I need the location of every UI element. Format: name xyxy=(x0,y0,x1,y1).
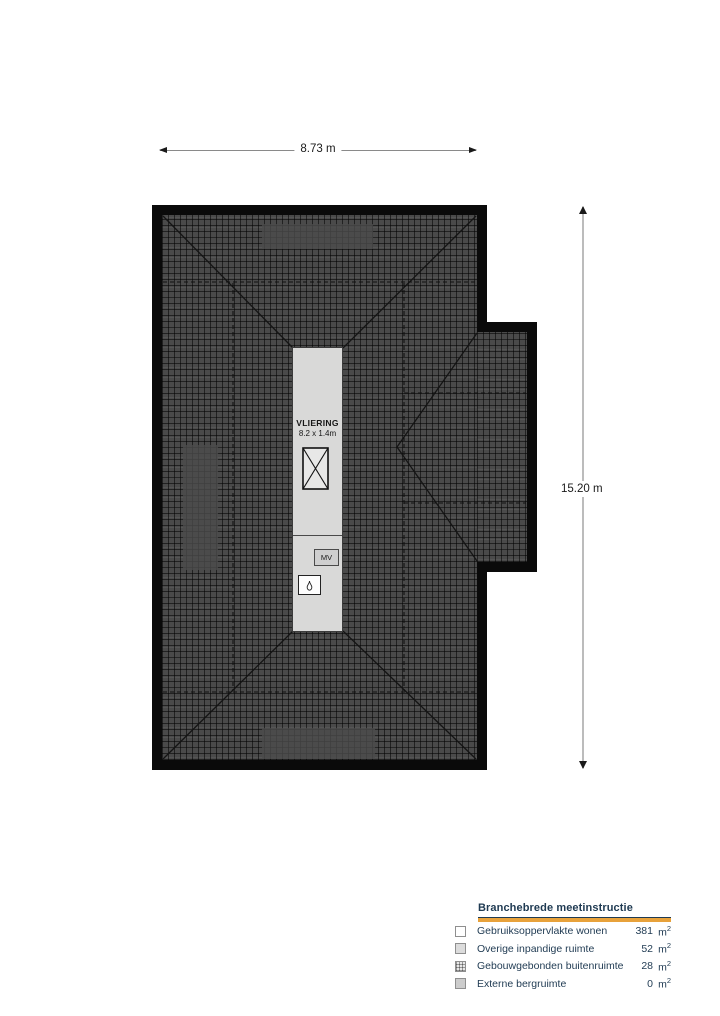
room-label xyxy=(293,418,342,438)
flame-icon xyxy=(305,580,314,591)
height-dimension-label: 15.20 m xyxy=(558,481,606,497)
legend-row-externe-bergruimte xyxy=(455,975,671,992)
roof-patch-top xyxy=(262,224,373,249)
legend-value: 0 xyxy=(647,977,653,990)
room-name: VLIERING xyxy=(296,418,339,428)
legend-unit: $m^2$ xyxy=(658,923,671,939)
legend-value: 52 xyxy=(641,942,653,955)
roof-patch-left xyxy=(183,445,218,570)
boiler-box xyxy=(298,575,321,595)
legend-unit: $m^2$ xyxy=(658,958,671,974)
width-dimension-line xyxy=(160,143,476,155)
legend-value: 381 xyxy=(635,925,653,937)
legend-unit: $m^2$ xyxy=(658,941,671,956)
mechanical-ventilation-box: MV xyxy=(314,549,339,566)
legend-swatch-white xyxy=(455,926,466,937)
room-size: 8.2 x 1.4m xyxy=(298,429,337,438)
legend-accent-bar xyxy=(478,917,671,922)
dimension-arrow-right-icon xyxy=(469,147,477,153)
legend-row-gebruiksoppervlakte xyxy=(455,923,671,940)
legend-label: Gebruiksoppervlakte wonen xyxy=(477,925,608,937)
legend-swatch-grid xyxy=(455,961,466,972)
legend-row-gebouwgebonden xyxy=(455,958,671,975)
height-dimension-line xyxy=(561,207,603,768)
legend-label: Overige inpandige ruimte xyxy=(477,942,595,955)
attic-corridor xyxy=(292,347,343,632)
legend-unit: $m^2$ xyxy=(658,976,671,991)
measurement-legend xyxy=(455,902,671,992)
legend-label: Externe bergruimte xyxy=(477,977,567,990)
width-dimension-label: 8.73 m xyxy=(294,143,341,155)
stair-opening-icon xyxy=(302,447,329,490)
roof-hatch-extension xyxy=(477,332,527,562)
legend-swatch-gray xyxy=(455,978,466,989)
legend-row-overige-inpandige xyxy=(455,940,671,957)
dimension-arrow-down-icon xyxy=(579,761,587,769)
dimension-arrow-left-icon xyxy=(159,147,167,153)
roof-patch-bottom xyxy=(262,728,375,759)
legend-value: 28 xyxy=(641,960,653,972)
legend-label: Gebouwgebonden buitenruimte xyxy=(477,960,624,972)
dimension-arrow-up-icon xyxy=(579,206,587,214)
legend-title: Branchebrede meetinstructie xyxy=(478,902,633,914)
legend-swatch-light-gray xyxy=(455,943,466,954)
corridor-divider-line xyxy=(293,535,342,536)
